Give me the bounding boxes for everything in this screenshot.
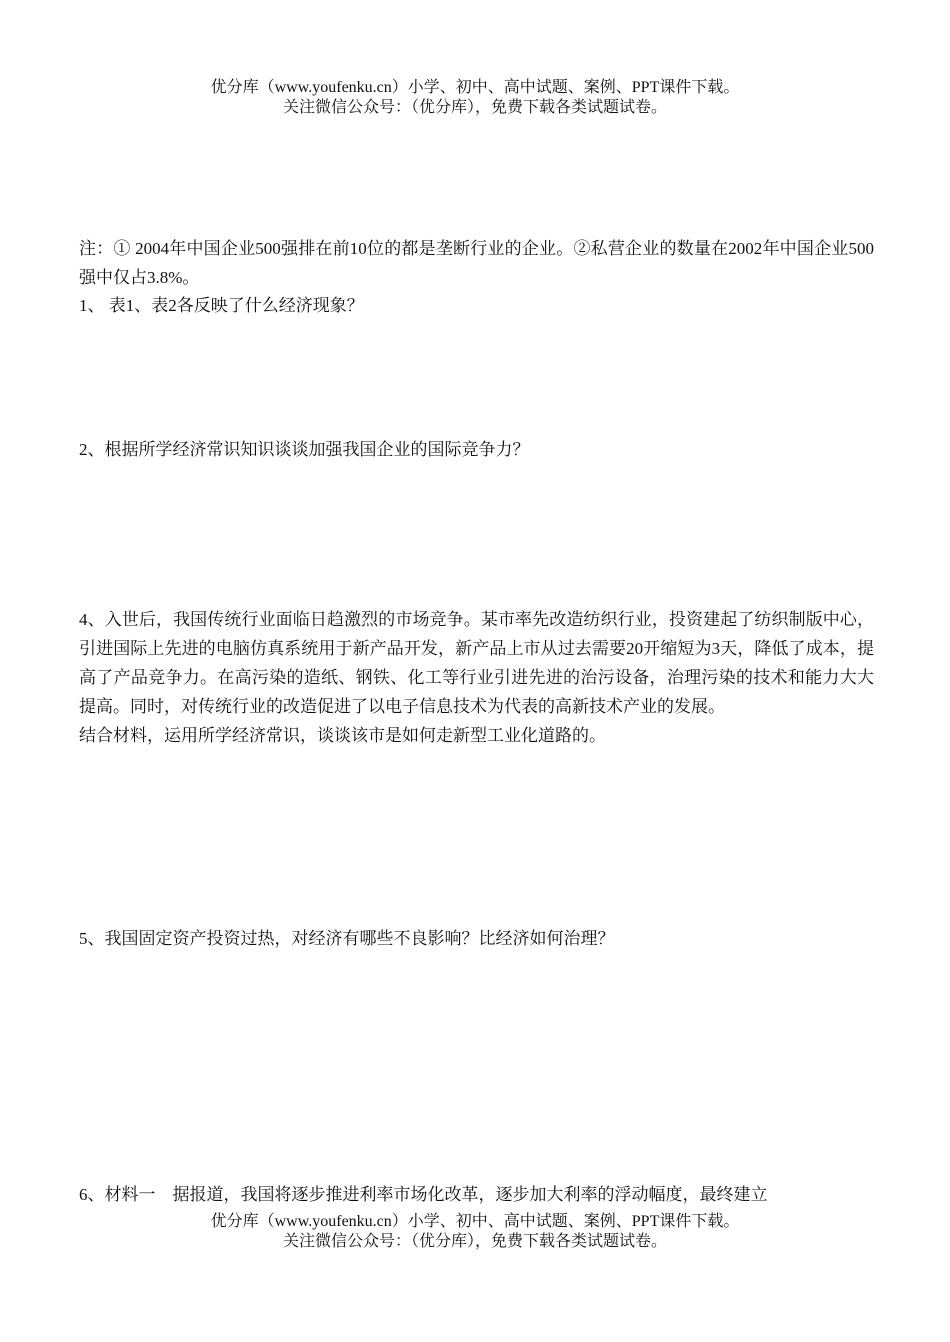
question-2-text: 2、根据所学经济常识知识谈谈加强我国企业的国际竞争力？: [79, 440, 530, 459]
question-5: [79, 924, 874, 953]
question-1: [79, 291, 874, 320]
footer-line-2: 关注微信公众号：（优分库），免费下载各类试题试卷。: [282, 1233, 667, 1250]
header-line-2: 关注微信公众号：（优分库），免费下载各类试题试卷。: [282, 99, 667, 116]
page-header: [0, 78, 950, 118]
note-text: 注：① 2004年中国企业500强排在前10位的都是垄断行业的企业。②私营企业的数量在2002年中国企业500强中仅占3.8%。: [79, 239, 874, 287]
question-1-text: 1、 表1、表2各反映了什么经济现象？: [79, 296, 364, 315]
question-4: [79, 605, 874, 750]
question-5-text: 5、我国固定资产投资过热，对经济有哪些不良影响？比经济如何治理？: [79, 929, 615, 948]
question-4-prompt: 结合材料，运用所学经济常识，谈谈该市是如何走新型工业化道路的。: [79, 726, 606, 745]
footer-line-1: 优分库（www.youfenku.cn）小学、初中、高中试题、案例、PPT课件下载。: [210, 1213, 740, 1230]
question-6: [79, 1180, 874, 1209]
page-footer: [0, 1212, 950, 1252]
question-2: [79, 435, 874, 464]
table-note: [79, 234, 874, 292]
header-line-1: 优分库（www.youfenku.cn）小学、初中、高中试题、案例、PPT课件下载。: [210, 79, 740, 96]
question-4-material: 4、入世后，我国传统行业面临日趋激烈的市场竞争。某市率先改造纺织行业，投资建起了纺织制版中心，引进国际上先进的电脑仿真系统用于新产品开发，新产品上市从过去需要20开缩短为3天，降低了成本，提高了产品竞争力。在高污染的造纸、钢铁、化工等行业引进先进的治污设备，治理污染的技术和能力大大提高。同时，对传统行业的改造促进了以电子信息技术为代表的高新技术产业的发展。: [79, 610, 874, 716]
question-6-text: 6、材料一 据报道，我国将逐步推进利率市场化改革，逐步加大利率的浮动幅度，最终建立: [79, 1185, 768, 1204]
